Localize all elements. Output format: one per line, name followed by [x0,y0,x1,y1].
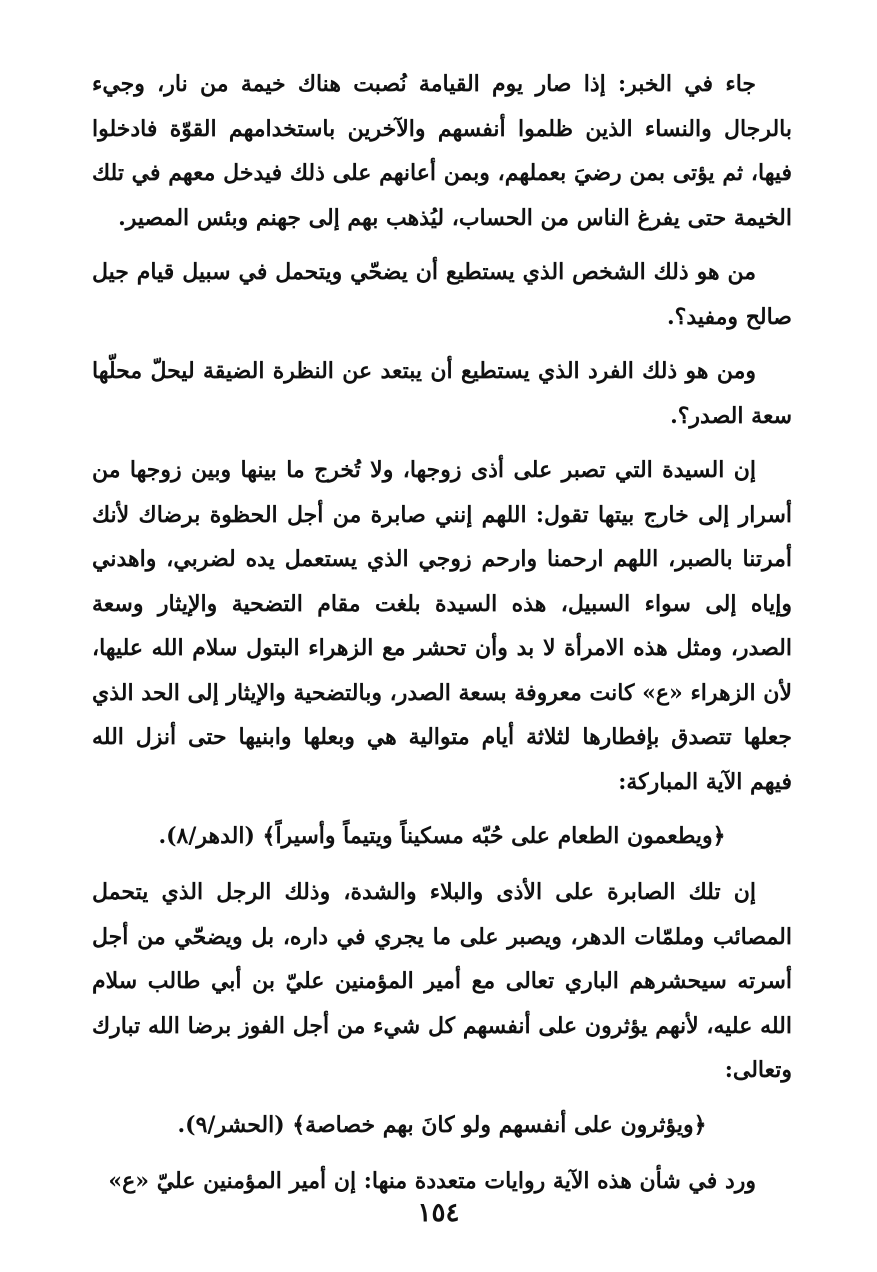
paragraph-1: جاء في الخبر: إذا صار يوم القيامة نُصبت هناك خيمة من نار، وجيء بالرجال والنساء الذين ظلموا أنفسهم والآخرين باستخدامهم القوّة فادخلوا فيها، ثم يؤتى بمن رضيَ بعملهم، وبمن أعانهم على ذلك فيدخل معهم في تلك الخيمة حتى يفرغ الناس من الحساب، ليُذهب بهم إلى جهنم وبئس المصير. [92,71,792,231]
paragraph-6: ورد في شأن هذه الآية روايات متعددة منها: إن أمير المؤمنين عليّ «ع» [108,1167,756,1194]
quran-verse-1: ﴿ويطعمون الطعام على حُبّه مسكيناً ويتيماً وأسيراً﴾ (الدهر/٨). [158,823,726,849]
paragraph-3: ومن هو ذلك الفرد الذي يستطيع أن يبتعد عن النظرة الضيقة ليحلّ محلّها سعة الصدر؟. [92,358,792,429]
paragraph-5: إن تلك الصابرة على الأذى والبلاء والشدة، وذلك الرجل الذي يتحمل المصائب وملمّات الدهر، ويصبر على ما يجري في داره، بل ويضحّي من أجل أسرته سيحشرهم الباري تعالى مع أمير المؤمنين عليّ بن أبي طالب سلام الله عليه، لأنهم يؤثرون على أنفسهم كل شيء من أجل الفوز برضا الله تبارك وتعالى: [92,879,792,1083]
paragraph-2: من هو ذلك الشخص الذي يستطيع أن يضحّي ويتحمل في سبيل قيام جيل صالح ومفيد؟. [92,259,792,330]
quran-verse-2: ﴿ويؤثرون على أنفسهم ولو كانَ بهم خصاصة﴾ (الحشر/٩). [177,1111,707,1138]
page-number: ١٥٤ [417,1198,460,1228]
page-body [92,62,792,1213]
paragraph-4: إن السيدة التي تصبر على أذى زوجها، ولا تُخرج ما بينها وبين زوجها من أسرار إلى خارج بيتها تقول: اللهم إنني صابرة من أجل الحظوة برضاك لأنك أمرتنا بالصبر، اللهم ارحمنا وارحم زوجي الذي يستعمل يده لضربي، واهدني وإياه إلى سواء السبيل، هذه السيدة بلغت مقام التضحية والإيثار وسعة الصدر، ومثل هذه الامرأة لا بد وأن تحشر مع الزهراء البتول سلام الله عليها، لأن الزهراء «ع» كانت معروفة بسعة الصدر، وبالتضحية والإيثار إلى الحد الذي جعلها تتصدق بإفطارها لثلاثة أيام متوالية هي وبعلها وابنيها حتى أنزل الله فيهم الآية المباركة: [92,457,792,795]
